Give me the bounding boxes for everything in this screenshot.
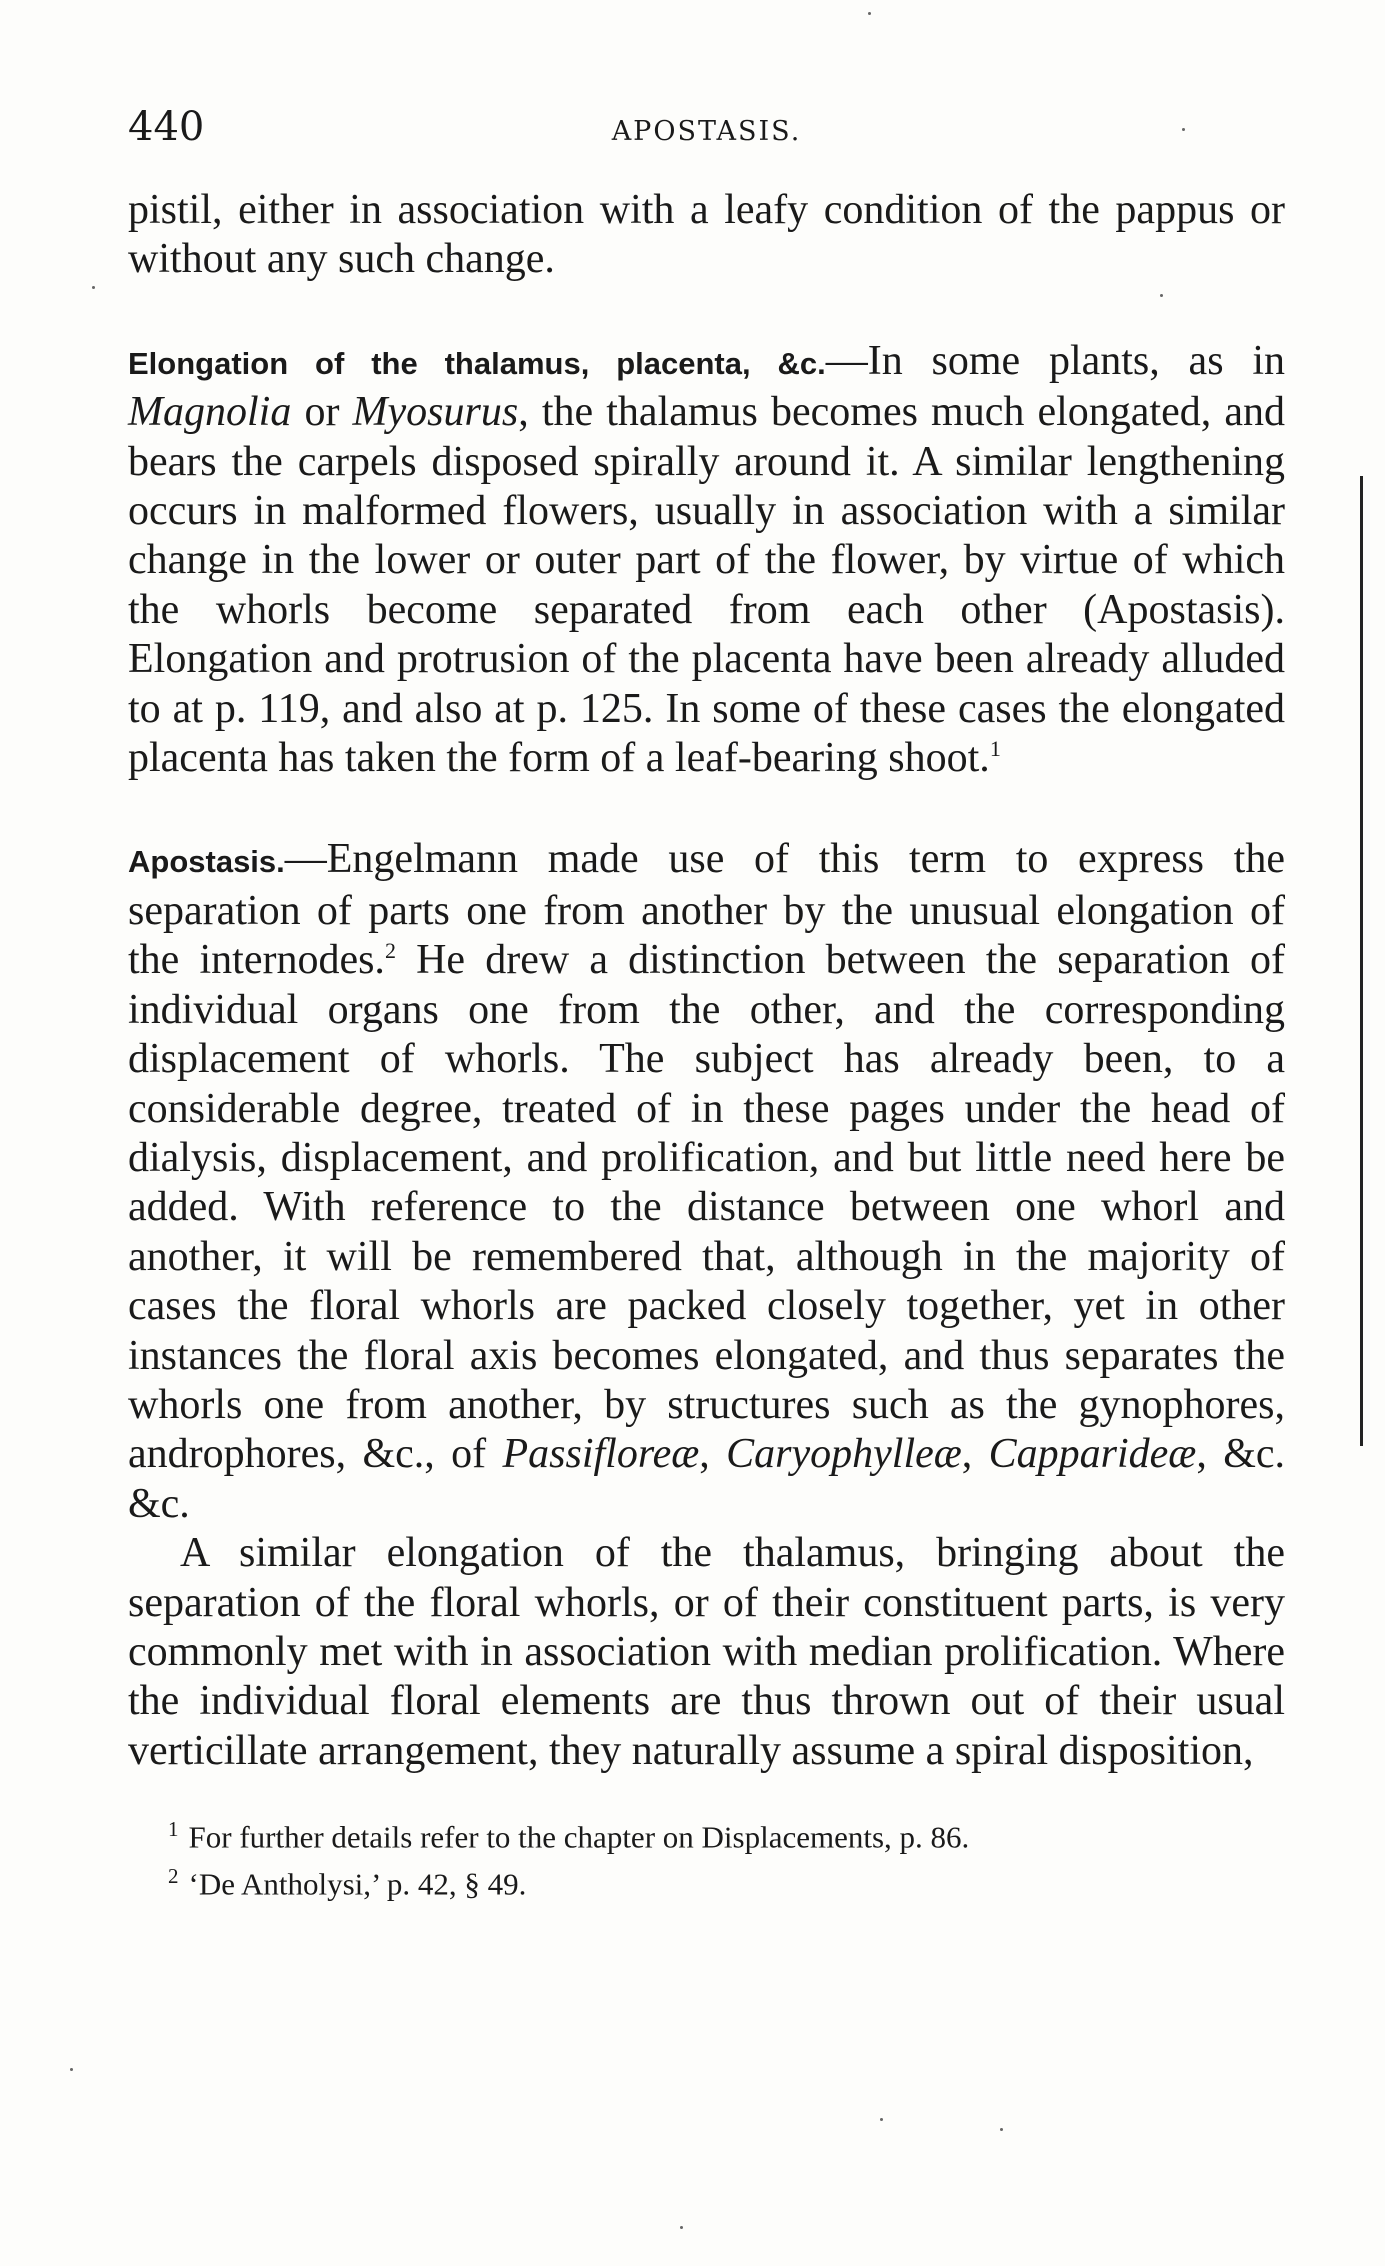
paragraph-median-prolification	[128, 1529, 1285, 1776]
footnote-mark: 2	[168, 1863, 179, 1888]
book-page	[128, 104, 1285, 1903]
footnote	[128, 1810, 1285, 1856]
paragraph-text: —In some plants, as in	[825, 337, 1285, 384]
speck	[868, 12, 871, 15]
paragraph-elongation	[128, 337, 1285, 784]
speck	[880, 2118, 883, 2121]
speck	[92, 286, 95, 289]
page-header	[128, 104, 1285, 168]
section-lead-apostasis: Apostasis.	[128, 844, 285, 880]
taxon-name: Passifloreæ	[502, 1431, 700, 1478]
paragraph-text: ,	[961, 1431, 989, 1478]
taxon-name: Myosurus	[352, 389, 519, 436]
taxon-name: Capparideæ	[988, 1431, 1197, 1478]
section-lead-elongation: Elongation of the thalamus, placenta, &c.	[128, 345, 826, 381]
paragraph-text: or	[291, 389, 353, 436]
page-number: 440	[128, 104, 205, 150]
margin-rule	[1360, 476, 1363, 1446]
speck	[70, 2068, 73, 2071]
speck	[1182, 128, 1185, 131]
speck	[1000, 2128, 1003, 2131]
speck	[680, 2226, 683, 2229]
paragraph-text: A similar elongation of the thalamus, bringing about the separation of the floral whorls, or of their constituent parts, is very commonly met with in association with median prolification. Where the individual floral elements are thus thrown out of their usual verticillate arrangement, they naturally assume a spiral disposition,	[128, 1530, 1285, 1774]
paragraph-text: —Engelmann made use of this term to express the separation of parts one from another by the unusual elongation of the internodes.	[128, 836, 1285, 984]
footnote-text: ‘De Antholysi,’ p. 42, § 49.	[188, 1865, 527, 1901]
paragraph-text: , &c. &c.	[128, 1431, 1285, 1527]
paragraph-text: ,	[699, 1431, 727, 1478]
paragraph-text: , the thalamus becomes much elongated, and bears the carpels disposed spirally around it. A similar lengthening occurs in malformed flowers, usually in association with a similar change in the lower or outer part of the flower, by virtue of which the whorls become separated from each other (Apostasis). Elongation and protrusion of the placenta have been already alluded to at p. 119, and also at p. 125. In some of these cases the elongated placenta has taken the form of a leaf-bearing shoot.	[128, 389, 1285, 782]
paragraph-text: pistil, either in association with a leafy condition of the pappus or without any such change.	[128, 187, 1285, 283]
footnote	[128, 1857, 1285, 1903]
footnotes	[128, 1810, 1285, 1903]
taxon-name: Magnolia	[128, 389, 292, 436]
footnote-text: For further details refer to the chapter on Displacements, p. 86.	[188, 1819, 970, 1855]
footnote-ref-2: 2	[384, 938, 396, 964]
body-text	[128, 186, 1285, 1776]
paragraph-apostasis	[128, 835, 1285, 1529]
paragraph-continuation	[128, 186, 1285, 285]
taxon-name: Caryophylleæ	[726, 1431, 962, 1478]
speck	[1160, 294, 1163, 297]
footnote-mark: 1	[168, 1817, 179, 1842]
paragraph-text: He drew a distinction between the separation of individual organs one from the other, and the corresponding displacement of whorls. The subject has already been, to a considerable degree, treated of in these pages under the head of dialysis, displacement, and prolification, and but little need here be added. With reference to the distance between one whorl and another, it will be remembered that, although in the majority of cases the floral whorls are packed closely together, yet in other instances the floral axis becomes elongated, and thus separates the whorls one from another, by structures such as the gynophores, androphores, &c., of	[128, 937, 1285, 1478]
footnote-ref-1: 1	[989, 736, 1001, 762]
running-title: APOSTASIS.	[611, 116, 802, 147]
